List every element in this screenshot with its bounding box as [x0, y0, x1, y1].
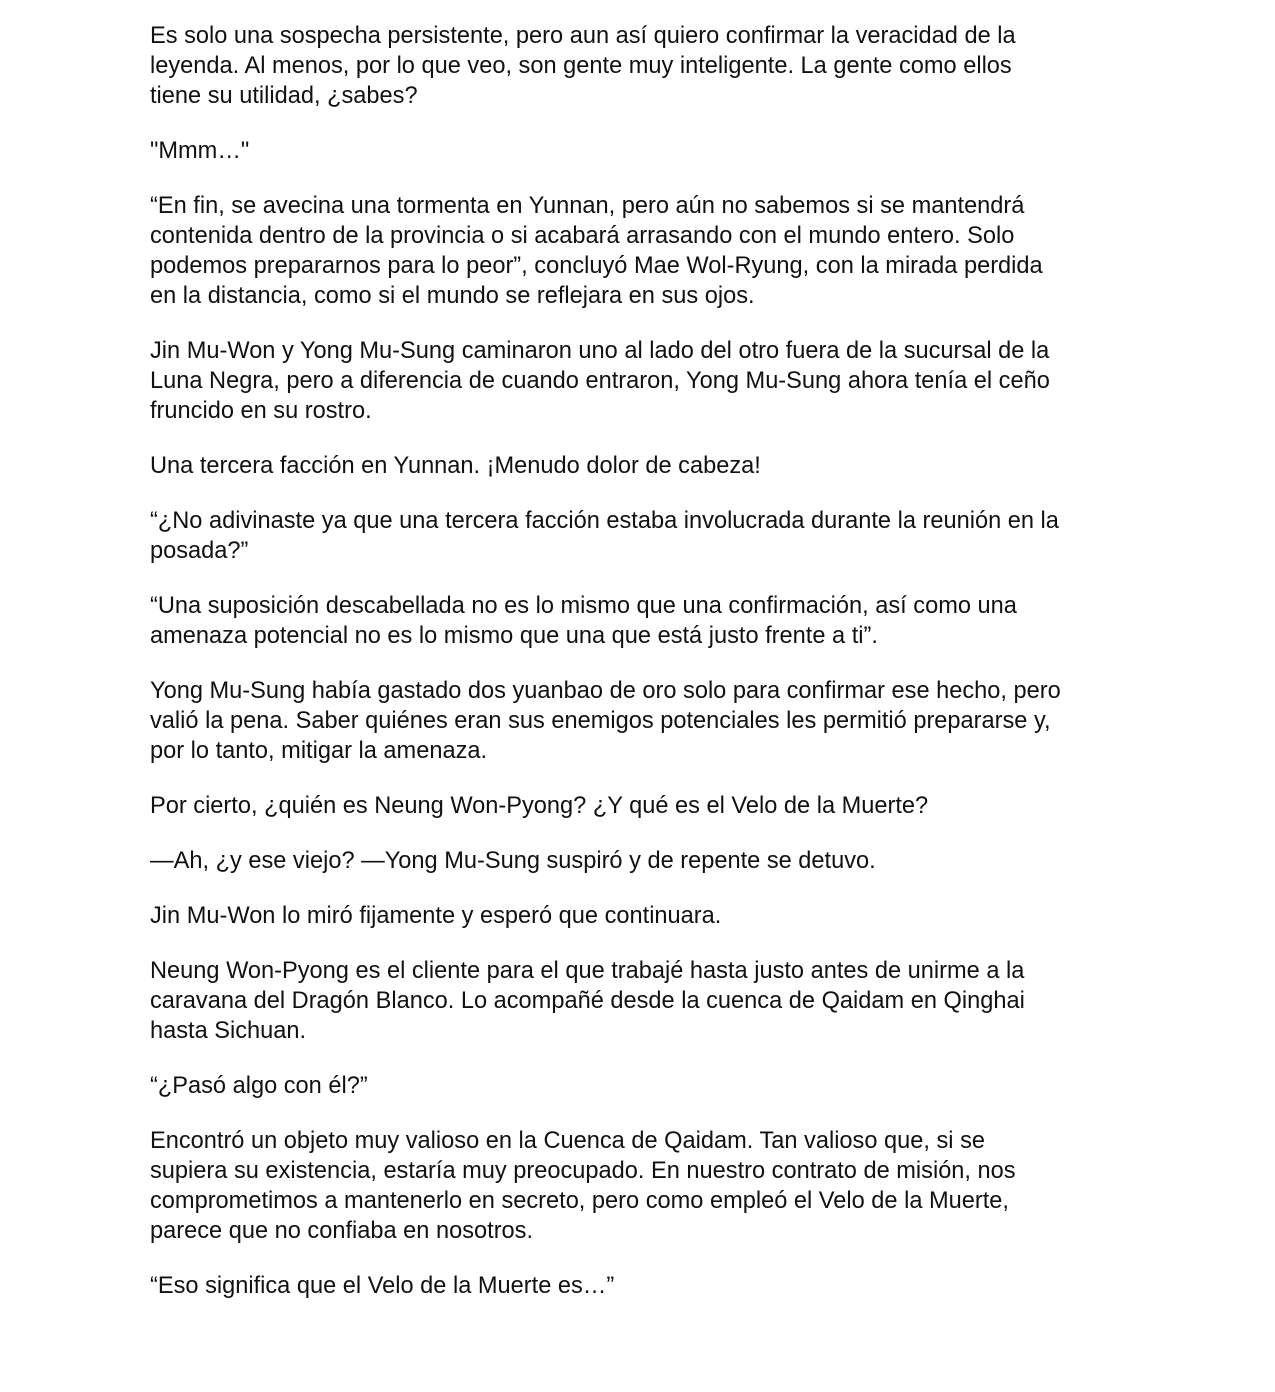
paragraph: Jin Mu-Won y Yong Mu-Sung caminaron uno al lado del otro fuera de la sucursal de la Luna Negra, pero a diferencia de cuando entraron, Yong Mu-Sung ahora tenía el ceño fruncido en su rostro. — [150, 338, 1050, 424]
paragraph: "Mmm…" — [150, 138, 250, 164]
paragraph: Una tercera facción en Yunnan. ¡Menudo dolor de cabeza! — [150, 453, 761, 479]
paragraph: “Eso significa que el Velo de la Muerte es…” — [150, 1273, 615, 1299]
paragraph: Encontró un objeto muy valioso en la Cuenca de Qaidam. Tan valioso que, si se supiera su existencia, estaría muy preocupado. En nuestro contrato de misión, nos comprometimos a mantenerlo en secreto, pero como empleó el Velo de la Muerte, parece que no confiaba en nosotros. — [150, 1128, 1016, 1244]
paragraph: “¿No adivinaste ya que una tercera facción estaba involucrada durante la reunión en la posada?” — [150, 508, 1059, 564]
paragraph: “Una suposición descabellada no es lo mismo que una confirmación, así como una amenaza potencial no es lo mismo que una que está justo frente a ti”. — [150, 593, 1017, 649]
paragraph: Por cierto, ¿quién es Neung Won-Pyong? ¿Y qué es el Velo de la Muerte? — [150, 793, 929, 819]
paragraph: “¿Pasó algo con él?” — [150, 1073, 368, 1099]
document-page — [150, 21, 1130, 1326]
paragraph: —Ah, ¿y ese viejo? —Yong Mu-Sung suspiró y de repente se detuvo. — [150, 848, 876, 874]
paragraph: Yong Mu-Sung había gastado dos yuanbao de oro solo para confirmar ese hecho, pero valió la pena. Saber quiénes eran sus enemigos potenciales les permitió prepararse y, por lo tanto, mitigar la amenaza. — [150, 678, 1061, 764]
paragraph: Jin Mu-Won lo miró fijamente y esperó que continuara. — [150, 903, 722, 929]
paragraph: “En fin, se avecina una tormenta en Yunnan, pero aún no sabemos si se mantendrá contenida dentro de la provincia o si acabará arrasando con el mundo entero. Solo podemos prepararnos para lo peor”, concluyó Mae Wol-Ryung, con la mirada perdida en la distancia, como si el mundo se reflejara en sus ojos. — [150, 193, 1043, 309]
paragraph: Neung Won-Pyong es el cliente para el que trabajé hasta justo antes de unirme a la caravana del Dragón Blanco. Lo acompañé desde la cuenca de Qaidam en Qinghai hasta Sichuan. — [150, 958, 1025, 1044]
paragraph: Es solo una sospecha persistente, pero aun así quiero confirmar la veracidad de la leyenda. Al menos, por lo que veo, son gente muy inteligente. La gente como ellos tiene su utilidad, ¿sabes? — [150, 23, 1016, 109]
